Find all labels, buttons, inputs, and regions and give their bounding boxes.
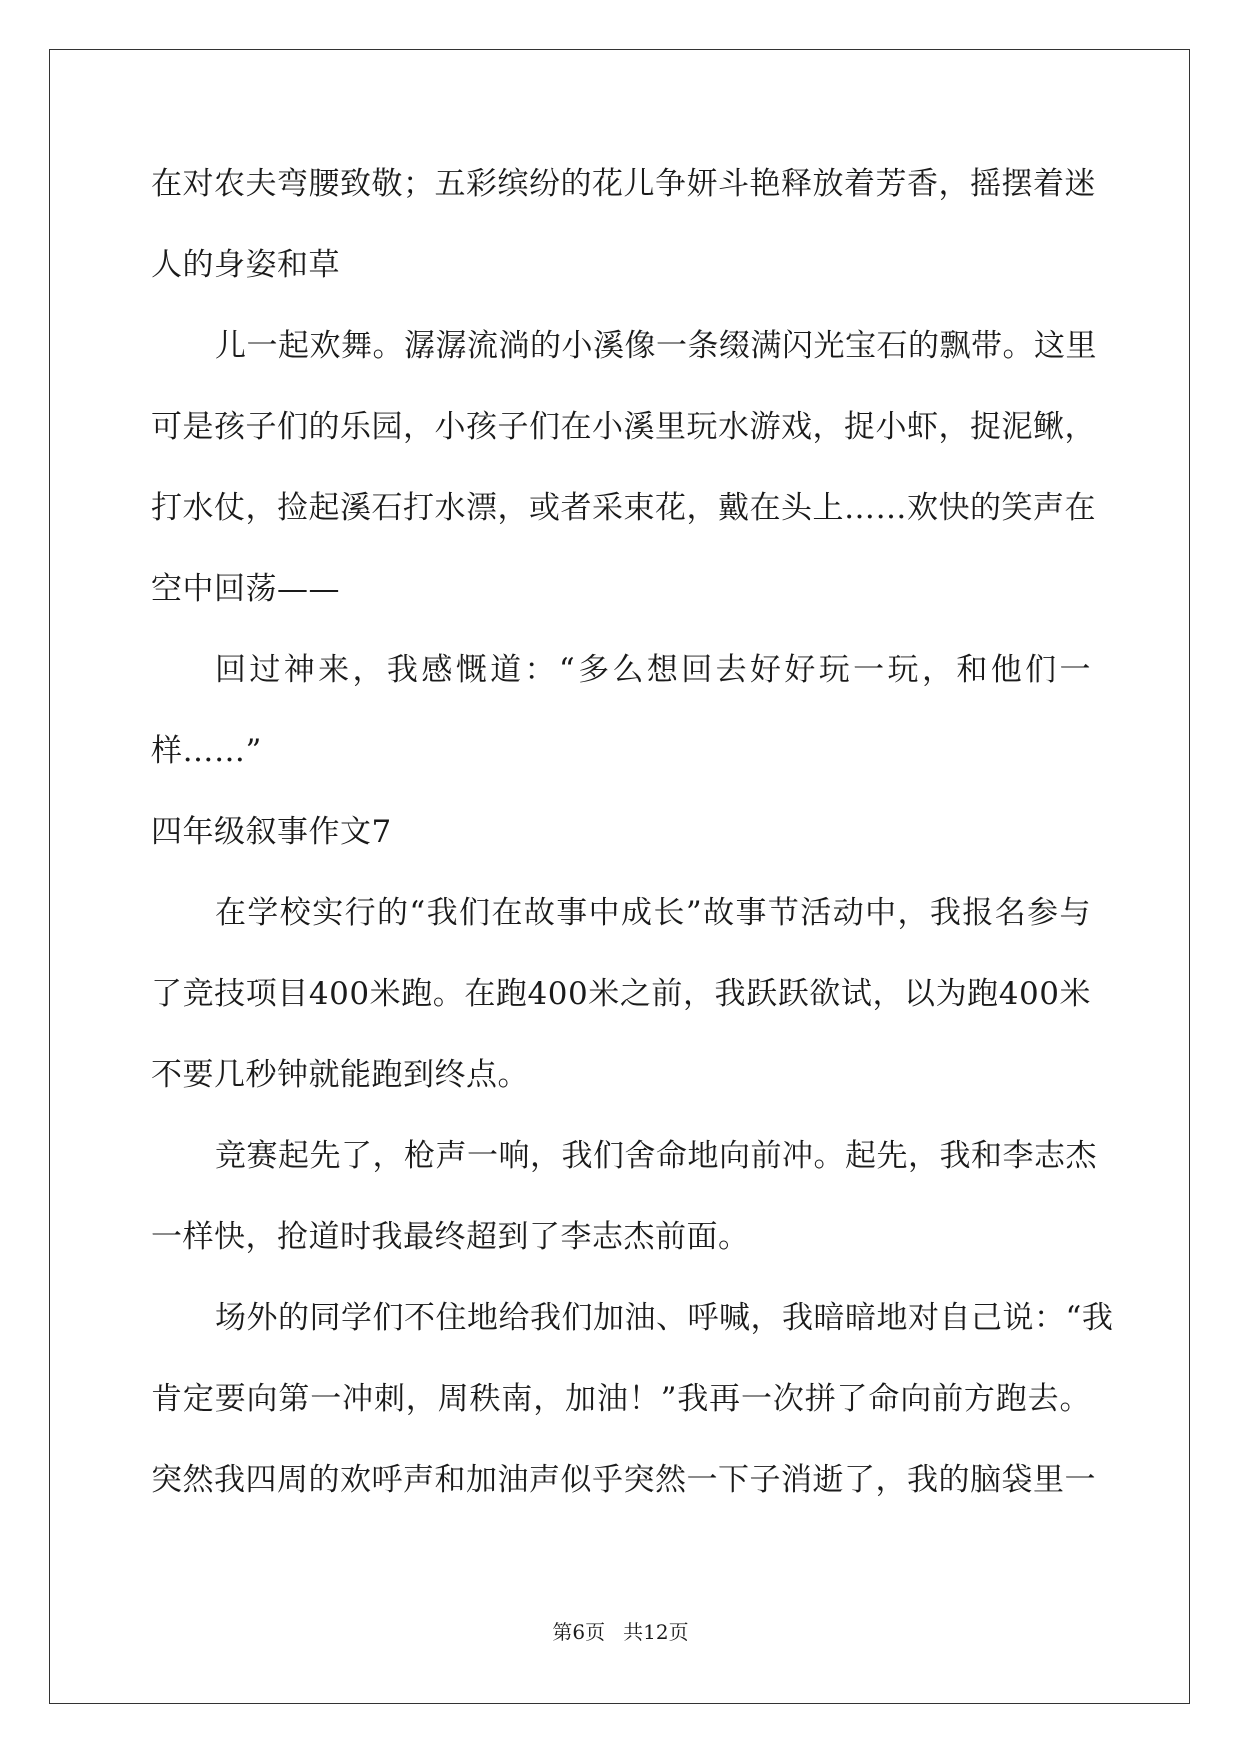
text-line: 一样快，抢道时我最终超到了李志杰前面。 <box>151 1219 750 1255</box>
text-line: 打水仗，捡起溪石打水漂，或者采束花，戴在头上……欢快的笑声在 <box>151 490 1096 526</box>
text-line: 儿一起欢舞。潺潺流淌的小溪像一条缀满闪光宝石的飘带。这里 <box>215 328 1097 364</box>
text-line: 竞赛起先了，枪声一响，我们舍命地向前冲。起先，我和李志杰 <box>215 1138 1097 1174</box>
document-body <box>151 160 1114 1537</box>
text-line: 空中回荡—— <box>151 571 340 607</box>
text-line: 在学校实行的“我们在故事中成长”故事节活动中，我报名参与 <box>215 895 1091 931</box>
page-footer <box>0 1620 1241 1644</box>
text-line: 回过神来，我感慨道：“多么想回去好好玩一玩，和他们一 <box>215 652 1091 688</box>
page-number-total: 共12页 <box>623 1620 689 1644</box>
text-line: 可是孩子们的乐园，小孩子们在小溪里玩水游戏，捉小虾，捉泥鳅， <box>151 409 1096 445</box>
text-line: 在对农夫弯腰致敬；五彩缤纷的花儿争妍斗艳释放着芳香，摇摆着迷 <box>151 166 1096 202</box>
page-number-current: 第6页 <box>552 1620 606 1644</box>
text-line: 样……” <box>151 733 262 769</box>
text-line: 场外的同学们不住地给我们加油、呼喊，我暗暗地对自己说：“我 <box>215 1300 1114 1336</box>
text-line: 突然我四周的欢呼声和加油声似乎突然一下子消逝了，我的脑袋里一 <box>151 1462 1096 1498</box>
text-line: 肯定要向第一冲刺，周秩南，加油！”我再一次拼了命向前方跑去。 <box>151 1381 1091 1417</box>
text-line: 不要几秒钟就能跑到终点。 <box>151 1057 529 1093</box>
text-line: 了竞技项目400米跑。在跑400米之前，我跃跃欲试，以为跑400米 <box>151 976 1091 1012</box>
text-line: 四年级叙事作文7 <box>151 814 392 850</box>
text-line: 人的身姿和草 <box>151 247 340 283</box>
